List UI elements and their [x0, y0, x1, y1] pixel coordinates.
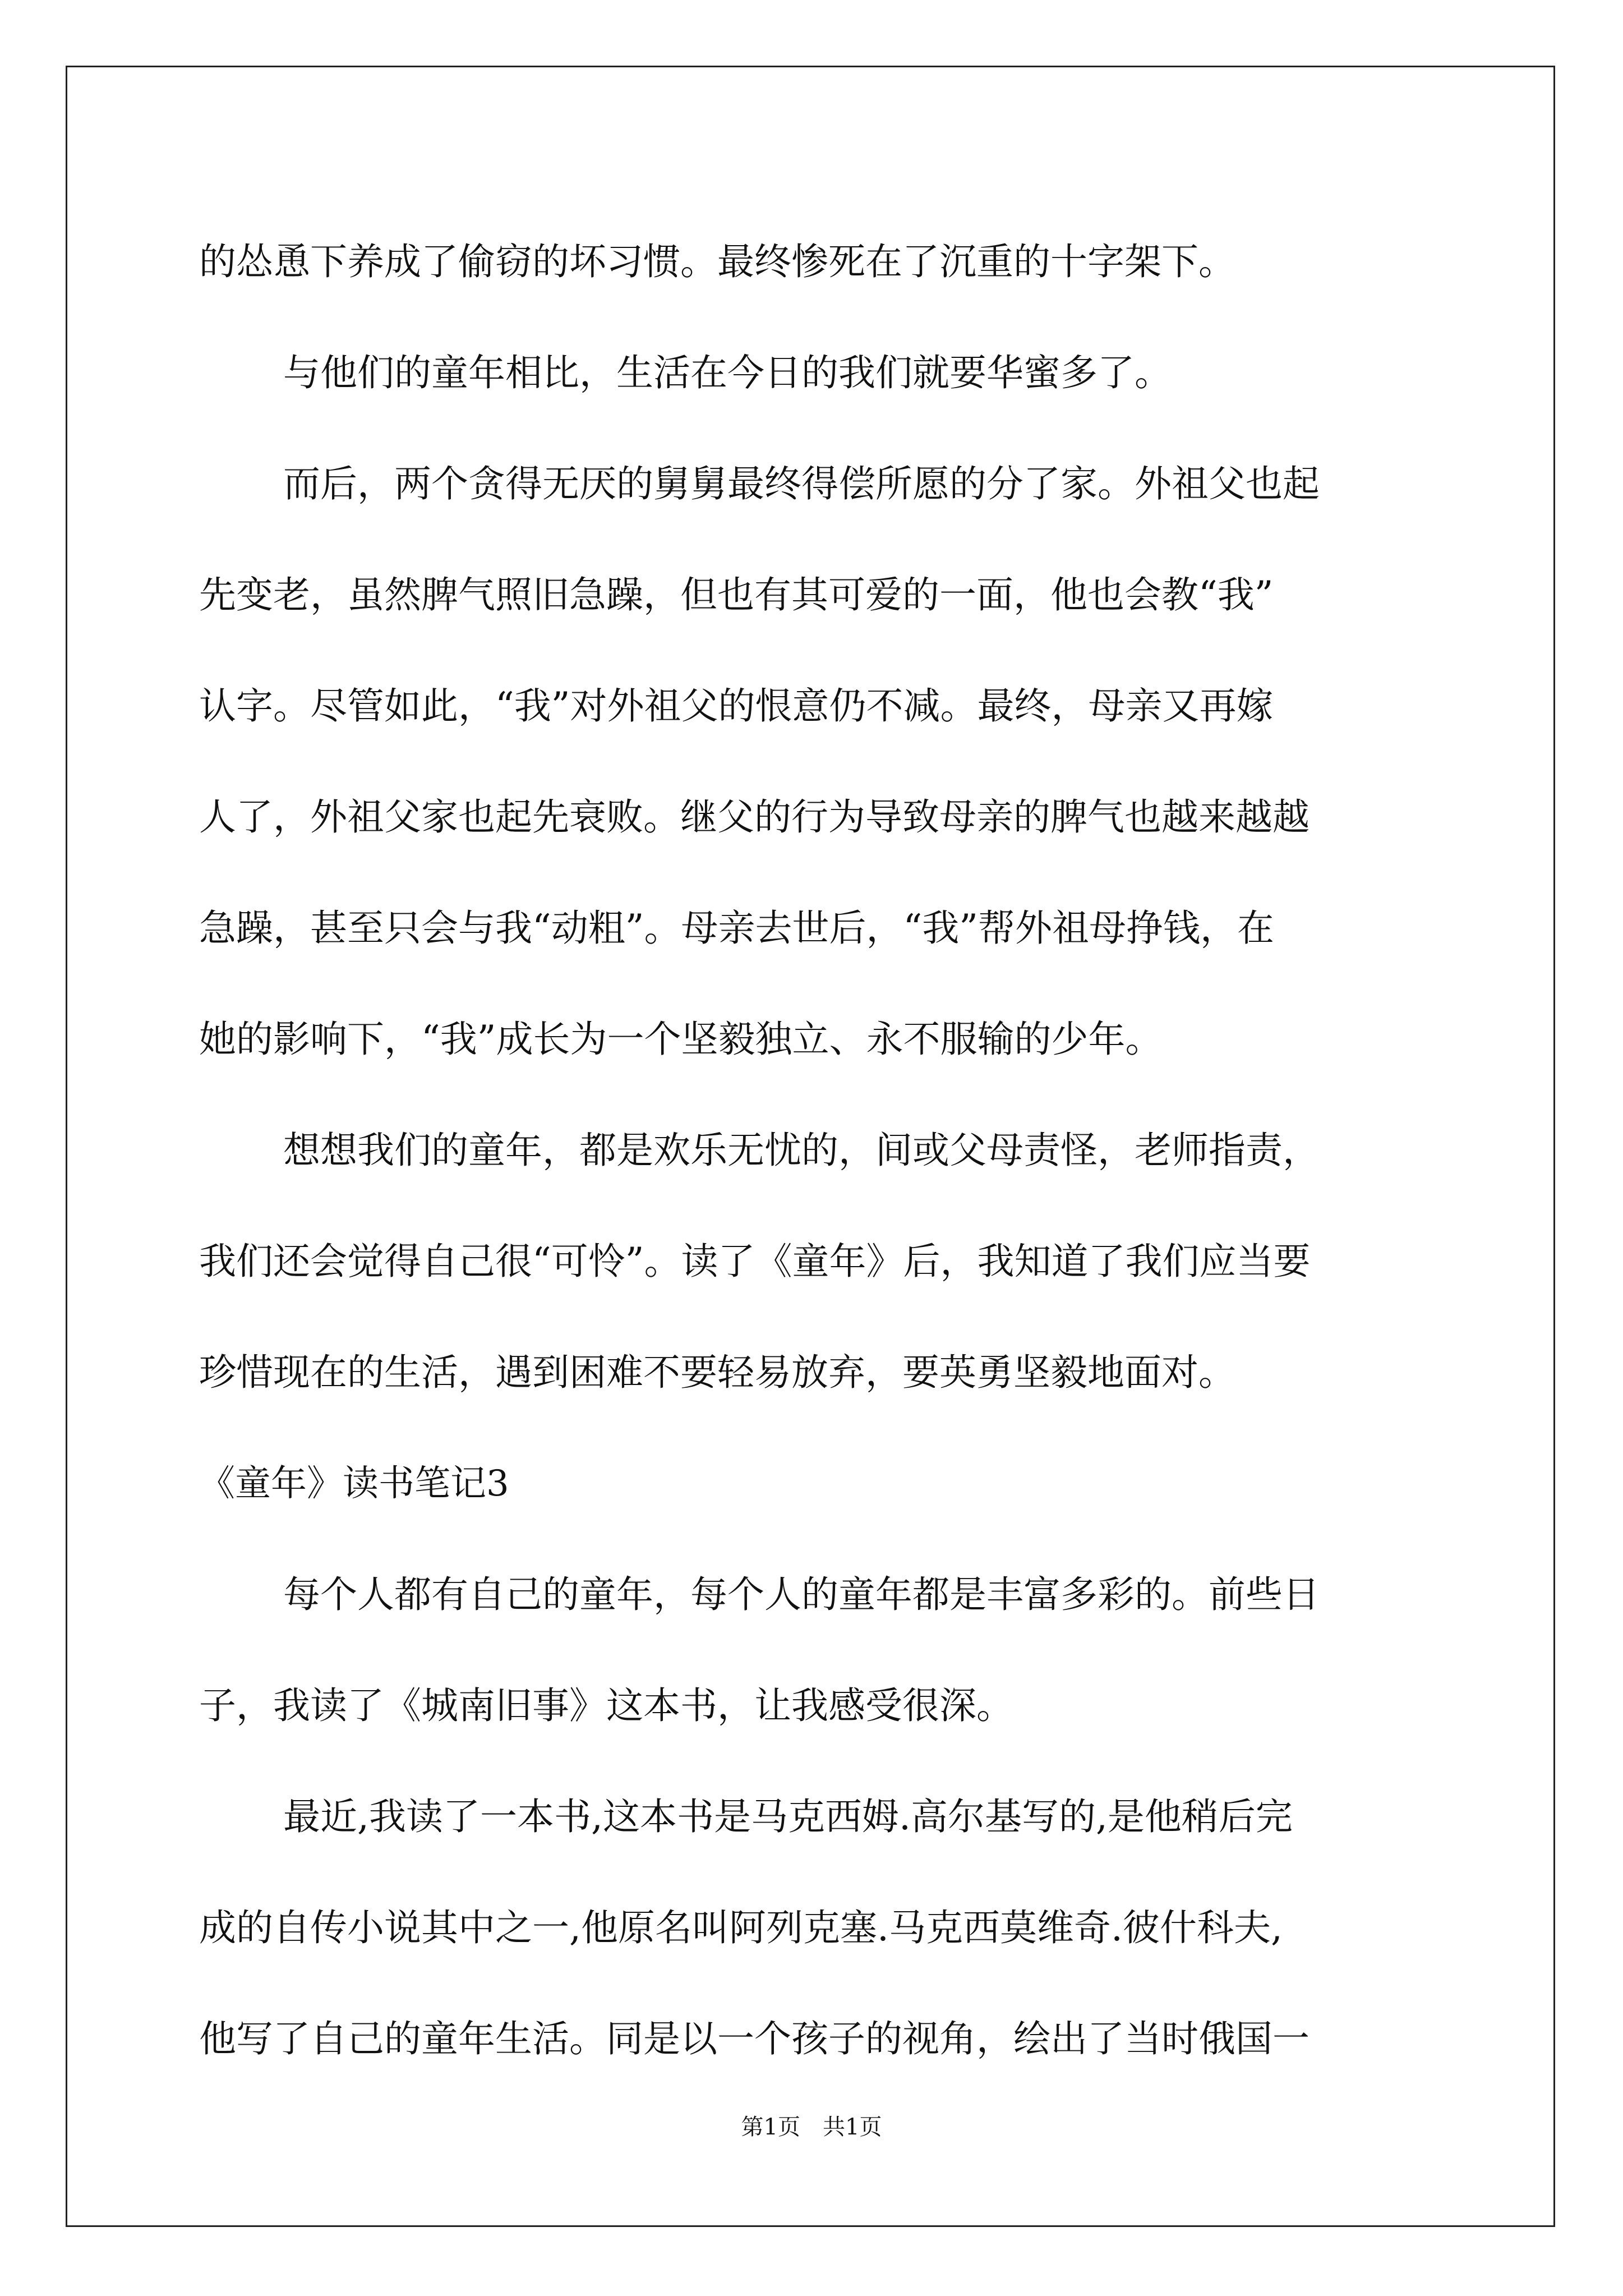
text-line: 先变老，虽然脾气照旧急躁，但也有其可爱的一面，他也会教“我”	[199, 573, 1274, 616]
text-line: 与他们的童年相比，生活在今日的我们就要华蜜多了。	[283, 351, 1172, 394]
text-line: 成的自传小说其中之一,他原名叫阿列克塞.马克西莫维奇.彼什科夫,	[199, 1906, 1283, 1949]
text-line: 最近,我读了一本书,这本书是马克西姆.高尔基写的,是他稍后完	[283, 1795, 1293, 1838]
text-line: 的怂恿下养成了偷窃的坏习惯。最终惨死在了沉重的十字架下。	[199, 240, 1235, 283]
text-line: 想想我们的童年，都是欢乐无忧的，间或父母责怪，老师指责，	[283, 1129, 1320, 1172]
text-line: 而后，两个贪得无厌的舅舅最终得偿所愿的分了家。外祖父也起	[283, 462, 1320, 505]
text-line: 我们还会觉得自己很“可怜”。读了《童年》后，我知道了我们应当要	[199, 1240, 1311, 1283]
text-line: 他写了自己的童年生活。同是以一个孩子的视角，绘出了当时俄国一	[199, 2017, 1310, 2060]
section-heading: 《童年》读书笔记3	[199, 1463, 509, 1504]
text-line: 她的影响下，“我”成长为一个坚毅独立、永不服输的少年。	[199, 1018, 1163, 1061]
text-line: 人了，外祖父家也起先衰败。继父的行为导致母亲的脾气也越来越越	[199, 795, 1310, 839]
text-line: 认字。尽管如此，“我”对外祖父的恨意仍不减。最终，母亲又再嫁	[199, 684, 1274, 728]
text-line: 每个人都有自己的童年，每个人的童年都是丰富多彩的。前些日	[283, 1573, 1320, 1616]
page-footer: 第1页 共1页	[741, 2114, 882, 2140]
document-body	[199, 206, 1433, 2095]
text-line: 急躁，甚至只会与我“动粗”。母亲去世后，“我”帮外祖母挣钱，在	[199, 907, 1274, 950]
text-line: 珍惜现在的生活，遇到困难不要轻易放弃，要英勇坚毅地面对。	[199, 1351, 1235, 1394]
text-line: 子，我读了《城南旧事》这本书，让我感受很深。	[199, 1684, 1013, 1727]
